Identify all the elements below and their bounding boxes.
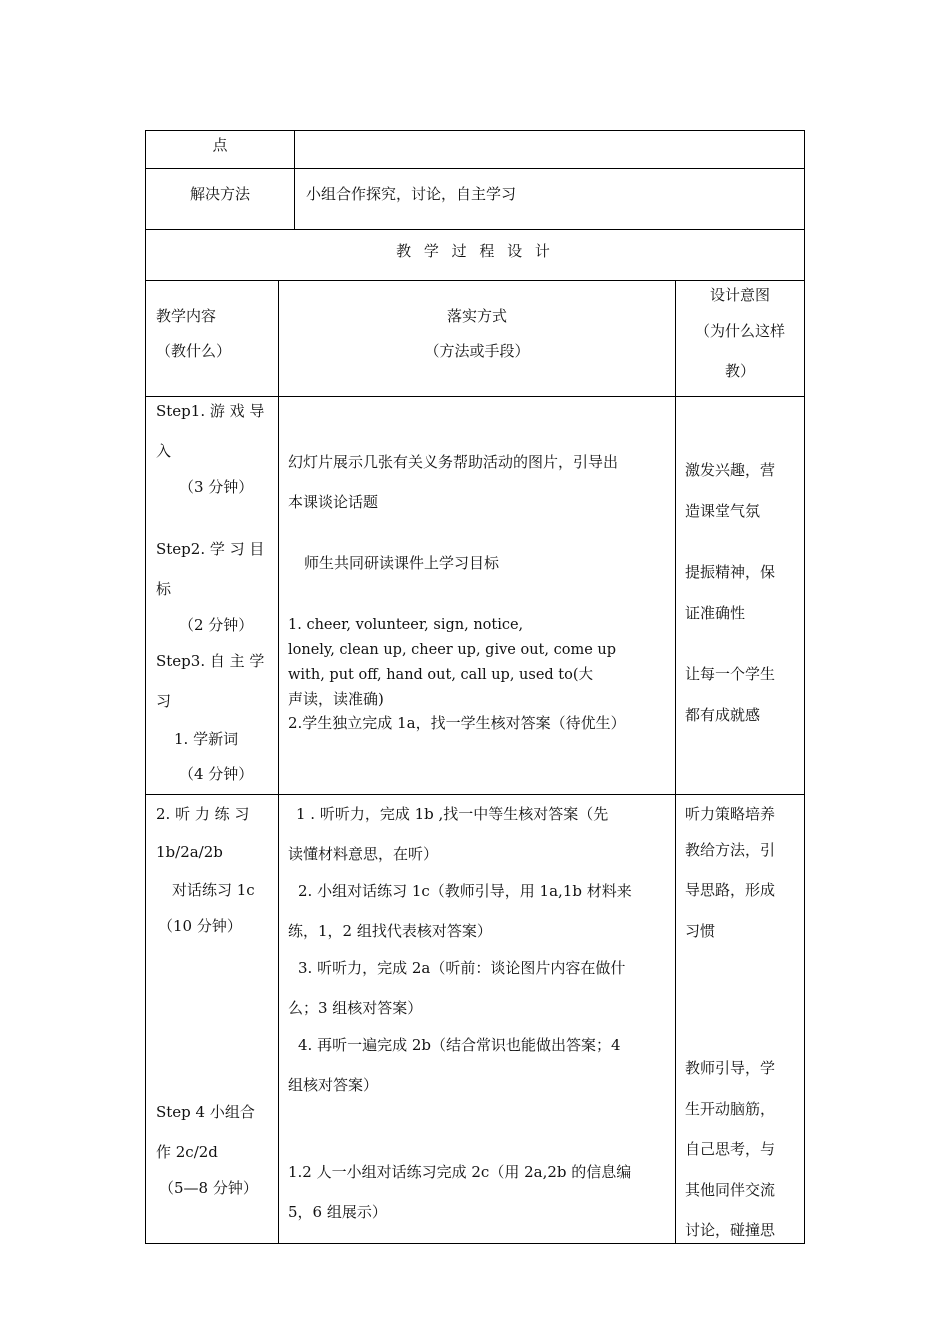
row-divider <box>145 280 805 281</box>
row-divider <box>145 794 805 795</box>
b1-col3-line: 证准确性 <box>685 604 746 622</box>
b2-col2-line: 5，6 组展示） <box>288 1203 387 1221</box>
b2-col3-line: 其他同伴交流 <box>685 1181 776 1199</box>
b2-col2-line: 3. 听听力，完成 2a（听前：谈论图片内容在做什 <box>298 959 626 977</box>
b2-col1-line: （10 分钟） <box>158 917 242 935</box>
row-method-value: 小组合作探究，讨论，自主学习 <box>306 185 517 203</box>
b1-col1-line: Step3. 自 主 学 <box>156 652 265 670</box>
b1-col1-line: Step1. 游 戏 导 <box>156 402 265 420</box>
b2-col1-line: 1b/2a/2b <box>156 843 223 861</box>
b1-col2-line: 1. cheer, volunteer, sign, notice, <box>288 617 524 633</box>
b2-col3-line: 导思路，形成 <box>685 881 776 899</box>
col-divider <box>675 280 676 1244</box>
b1-col2-line: 师生共同研读课件上学习目标 <box>304 554 500 572</box>
b1-col1-line: 标 <box>156 580 172 598</box>
section-title: 教 学 过 程 设 计 <box>396 242 554 260</box>
b1-col1-line: Step2. 学 习 目 <box>156 540 265 558</box>
header-col2-line1: 落实方式 <box>446 307 507 325</box>
b2-col3-line: 教给方法，引 <box>685 841 776 859</box>
b2-col2-line: 组核对答案） <box>288 1076 379 1094</box>
b2-col2-line: 读懂材料意思，在听） <box>288 845 439 863</box>
header-col1-line2: （教什么） <box>156 342 232 360</box>
row-dian-label: 点 <box>212 136 228 154</box>
b1-col2-line: 2.学生独立完成 1a，找一学生核对答案（待优生） <box>288 714 626 732</box>
b1-col2-line: 本课谈论话题 <box>288 493 379 511</box>
col-divider <box>294 130 295 229</box>
header-col1-line1: 教学内容 <box>156 307 217 325</box>
row-divider <box>145 168 805 169</box>
b1-col2-line: with, put off, hand out, call up, used to(大 <box>288 667 594 683</box>
b1-col2-line: lonely, clean up, cheer up, give out, come up <box>288 642 617 658</box>
b2-col2-line: 练，1，2 组找代表核对答案） <box>288 922 492 940</box>
header-col3-line3: 教） <box>724 362 755 380</box>
header-col3-line1: 设计意图 <box>709 286 770 304</box>
b2-col2-line: 1.2 人一小组对话练习完成 2c（用 2a,2b 的信息编 <box>288 1163 632 1181</box>
b1-col1-line: 1. 学新词 <box>174 730 239 748</box>
b1-col1-line: （4 分钟） <box>179 765 254 783</box>
border-left <box>145 130 146 1244</box>
b2-col3-line: 自己思考，与 <box>685 1140 776 1158</box>
b2-col1-line: Step 4 小组合 <box>156 1103 255 1121</box>
border-top <box>145 130 805 131</box>
b1-col1-line: 习 <box>156 692 172 710</box>
header-col2-line2: （方法或手段） <box>424 342 530 360</box>
b1-col2-line: 声读，读准确) <box>288 690 384 708</box>
b1-col2-line: 幻灯片展示几张有关义务帮助活动的图片，引导出 <box>288 453 619 471</box>
header-col3-line2: （为什么这样 <box>694 322 785 340</box>
b1-col3-line: 提振精神，保 <box>685 563 776 581</box>
col-divider <box>278 280 279 1244</box>
b1-col1-line: （3 分钟） <box>179 478 254 496</box>
b2-col1-line: 对话练习 1c <box>172 881 255 899</box>
b2-col3-line: 习惯 <box>685 922 716 940</box>
b2-col1-line: （5—8 分钟） <box>159 1179 258 1197</box>
b2-col2-line: 么；3 组核对答案） <box>288 999 423 1017</box>
b2-col3-line: 讨论，碰撞思 <box>685 1221 776 1239</box>
b1-col1-line: 入 <box>156 442 172 460</box>
border-right <box>804 130 805 1244</box>
row-divider <box>145 229 805 230</box>
b2-col2-line: 2. 小组对话练习 1c（教师引导，用 1a,1b 材料来 <box>298 882 632 900</box>
b2-col3-line: 教师引导，学 <box>685 1059 776 1077</box>
b1-col3-line: 都有成就感 <box>685 706 761 724</box>
border-bottom <box>145 1243 805 1244</box>
b1-col3-line: 激发兴趣，营 <box>685 461 776 479</box>
b2-col3-line: 生开动脑筋， <box>685 1100 776 1118</box>
b2-col3-line: 听力策略培养 <box>685 805 776 823</box>
b1-col3-line: 造课堂气氛 <box>685 502 761 520</box>
b2-col1-line: 作 2c/2d <box>156 1143 218 1161</box>
b1-col1-line: （2 分钟） <box>179 616 254 634</box>
row-divider <box>145 396 805 397</box>
b2-col2-line: 1 . 听听力，完成 1b ,找一中等生核对答案（先 <box>296 805 609 823</box>
b1-col3-line: 让每一个学生 <box>685 665 776 683</box>
b2-col1-line: 2. 听 力 练 习 <box>156 805 250 823</box>
row-method-label: 解决方法 <box>189 185 250 203</box>
b2-col2-line: 4. 再听一遍完成 2b（结合常识也能做出答案；4 <box>298 1036 621 1054</box>
